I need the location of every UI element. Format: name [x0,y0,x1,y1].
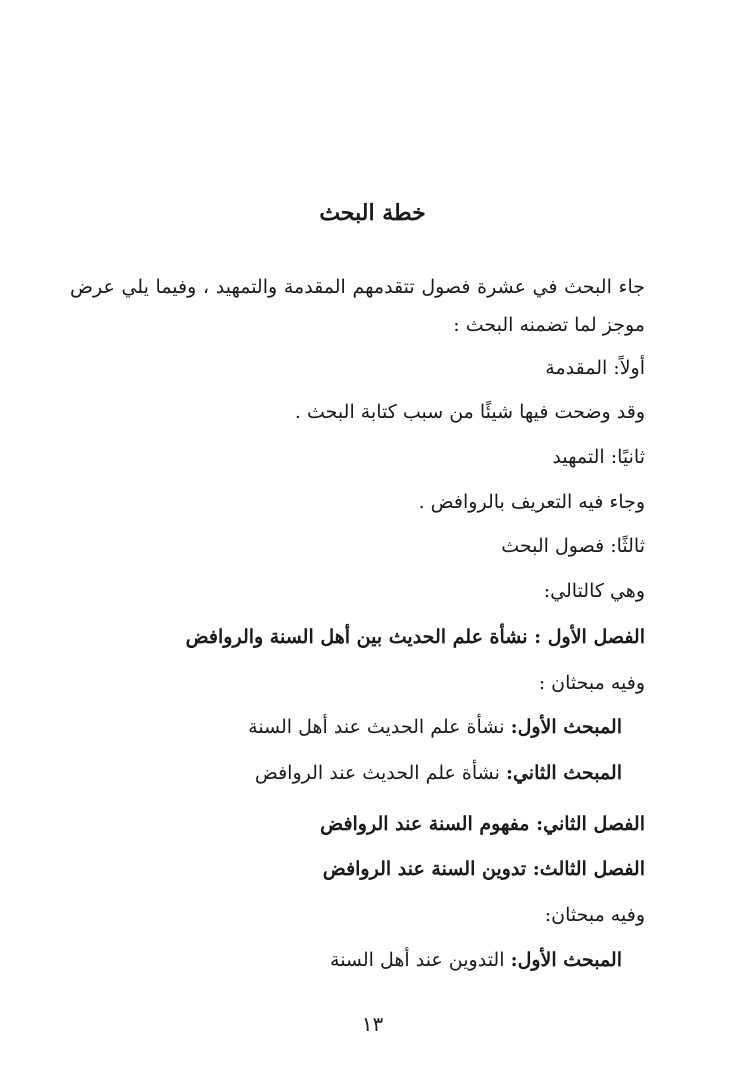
page-title: خطة البحث [319,200,426,226]
third-text: وهي كالتالي: [543,580,645,602]
second-heading: ثانيًا: التمهيد [552,446,645,468]
section-label: المبحث الثاني: [505,762,622,784]
chapter-three-heading: الفصل الثالث: تدوين السنة عند الروافض [322,858,645,880]
chapter-three-section-one [330,947,622,973]
first-heading: أولاً: المقدمة [545,357,645,379]
chapter-one-section-one [248,714,622,740]
section-text: التدوين عند أهل السنة [330,949,505,971]
third-heading: ثالثًا: فصول البحث [501,535,645,557]
chapter-two-heading: الفصل الثاني: مفهوم السنة عند الروافض [320,813,645,835]
second-text: وجاء فيه التعريف بالروافض . [418,491,645,513]
chapter-one-heading: الفصل الأول : نشأة علم الحديث بين أهل السنة والروافض [185,626,645,648]
chapter-one-section-two [255,760,622,786]
page-number: ١٣ [361,1012,384,1036]
section-text: نشأة علم الحديث عند الروافض [254,762,500,784]
section-text: نشأة علم الحديث عند أهل السنة [248,716,505,738]
chapter-one-sections-intro: وفيه مبحثان : [538,672,645,694]
chapter-three-sections-intro: وفيه مبحثان: [544,904,645,926]
first-text: وقد وضحت فيها شيئًا من سبب كتابة البحث . [294,401,645,423]
section-label: المبحث الأول: [510,716,622,738]
intro-paragraph: جاء البحث في عشرة فصول تتقدمهم المقدمة والتمهيد ، وفيما يلي عرض موجز لما تضمنه البحث : [70,276,645,336]
section-label: المبحث الأول: [510,949,622,971]
